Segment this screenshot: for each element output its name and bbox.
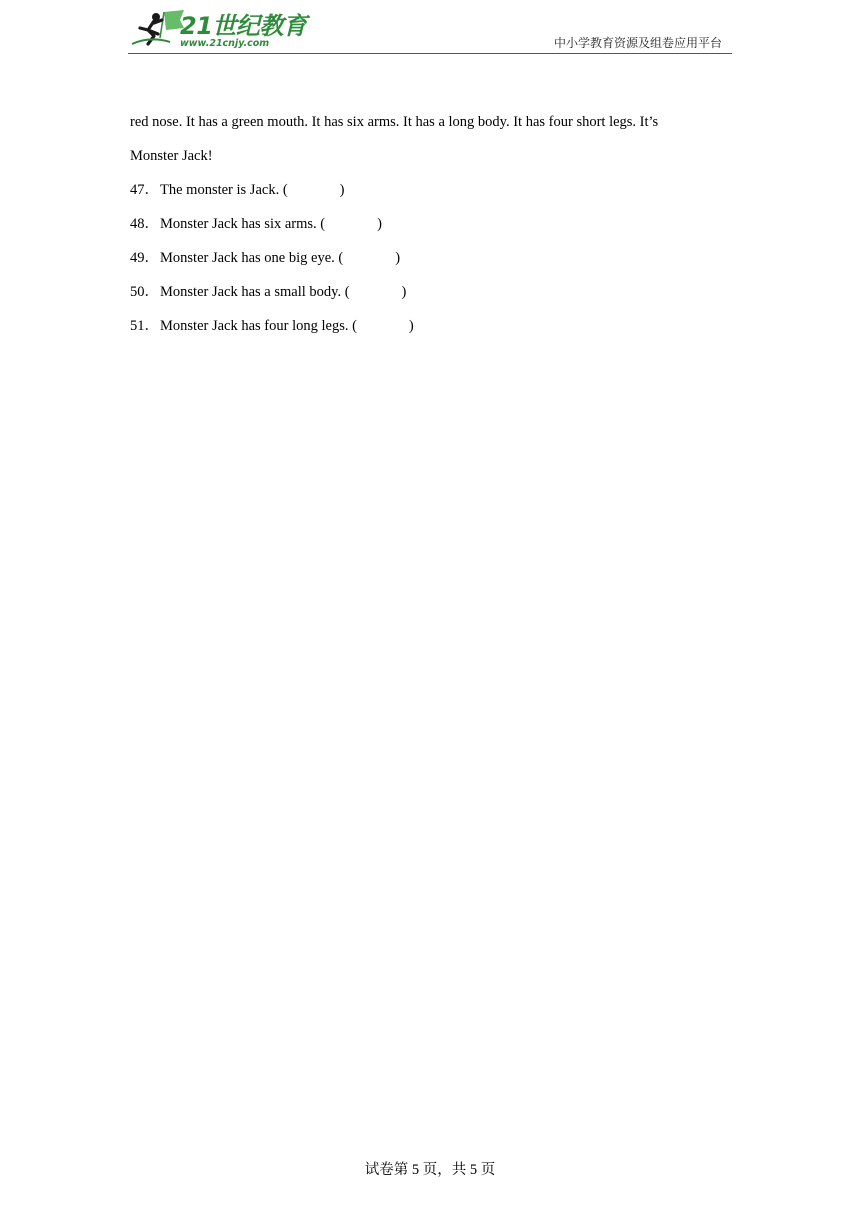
- document-body: [130, 110, 730, 348]
- question-text: Monster Jack has one big eye. (: [160, 250, 344, 266]
- question-number: 50．: [130, 284, 159, 300]
- question-close-paren: ): [408, 318, 414, 334]
- question-close-paren: ): [377, 216, 382, 232]
- question-text: Monster Jack has a small body. (: [160, 284, 350, 300]
- page-header: [128, 8, 732, 56]
- question-item: [130, 246, 730, 280]
- question-number: 49．: [130, 250, 159, 266]
- question-number: 51．: [130, 318, 159, 334]
- passage-line: Monster Jack!: [130, 148, 213, 164]
- question-close-paren: ): [401, 284, 407, 300]
- header-slogan: 中小学教育资源及组卷应用平台: [553, 36, 722, 50]
- passage-line: red nose. It has a green mouth. It has six arms. It has a long body. It has four short legs. It’s: [130, 114, 659, 130]
- question-close-paren: ): [395, 250, 401, 266]
- question-number: 48．: [130, 216, 159, 232]
- question-text: Monster Jack has four long legs. (: [160, 318, 357, 334]
- site-logo[interactable]: [128, 8, 307, 52]
- header-divider: [128, 53, 732, 54]
- logo-url: www.21cnjy.com: [180, 38, 270, 49]
- question-text: The monster is Jack. (: [160, 182, 288, 198]
- question-item: [130, 178, 730, 212]
- question-close-paren: ): [339, 182, 345, 198]
- logo-brand-text: [180, 14, 306, 38]
- question-item: [130, 314, 730, 348]
- logo-brand-name: 世纪教育: [212, 12, 307, 40]
- question-number: 47．: [130, 182, 159, 198]
- page-footer: 试卷第 5 页，共 5 页: [364, 1162, 496, 1178]
- runner-flag-icon: [130, 8, 186, 48]
- question-item: [130, 212, 730, 246]
- logo-brand-number: 21: [180, 12, 213, 40]
- question-item: [130, 280, 730, 314]
- question-text: Monster Jack has six arms. (: [160, 216, 326, 232]
